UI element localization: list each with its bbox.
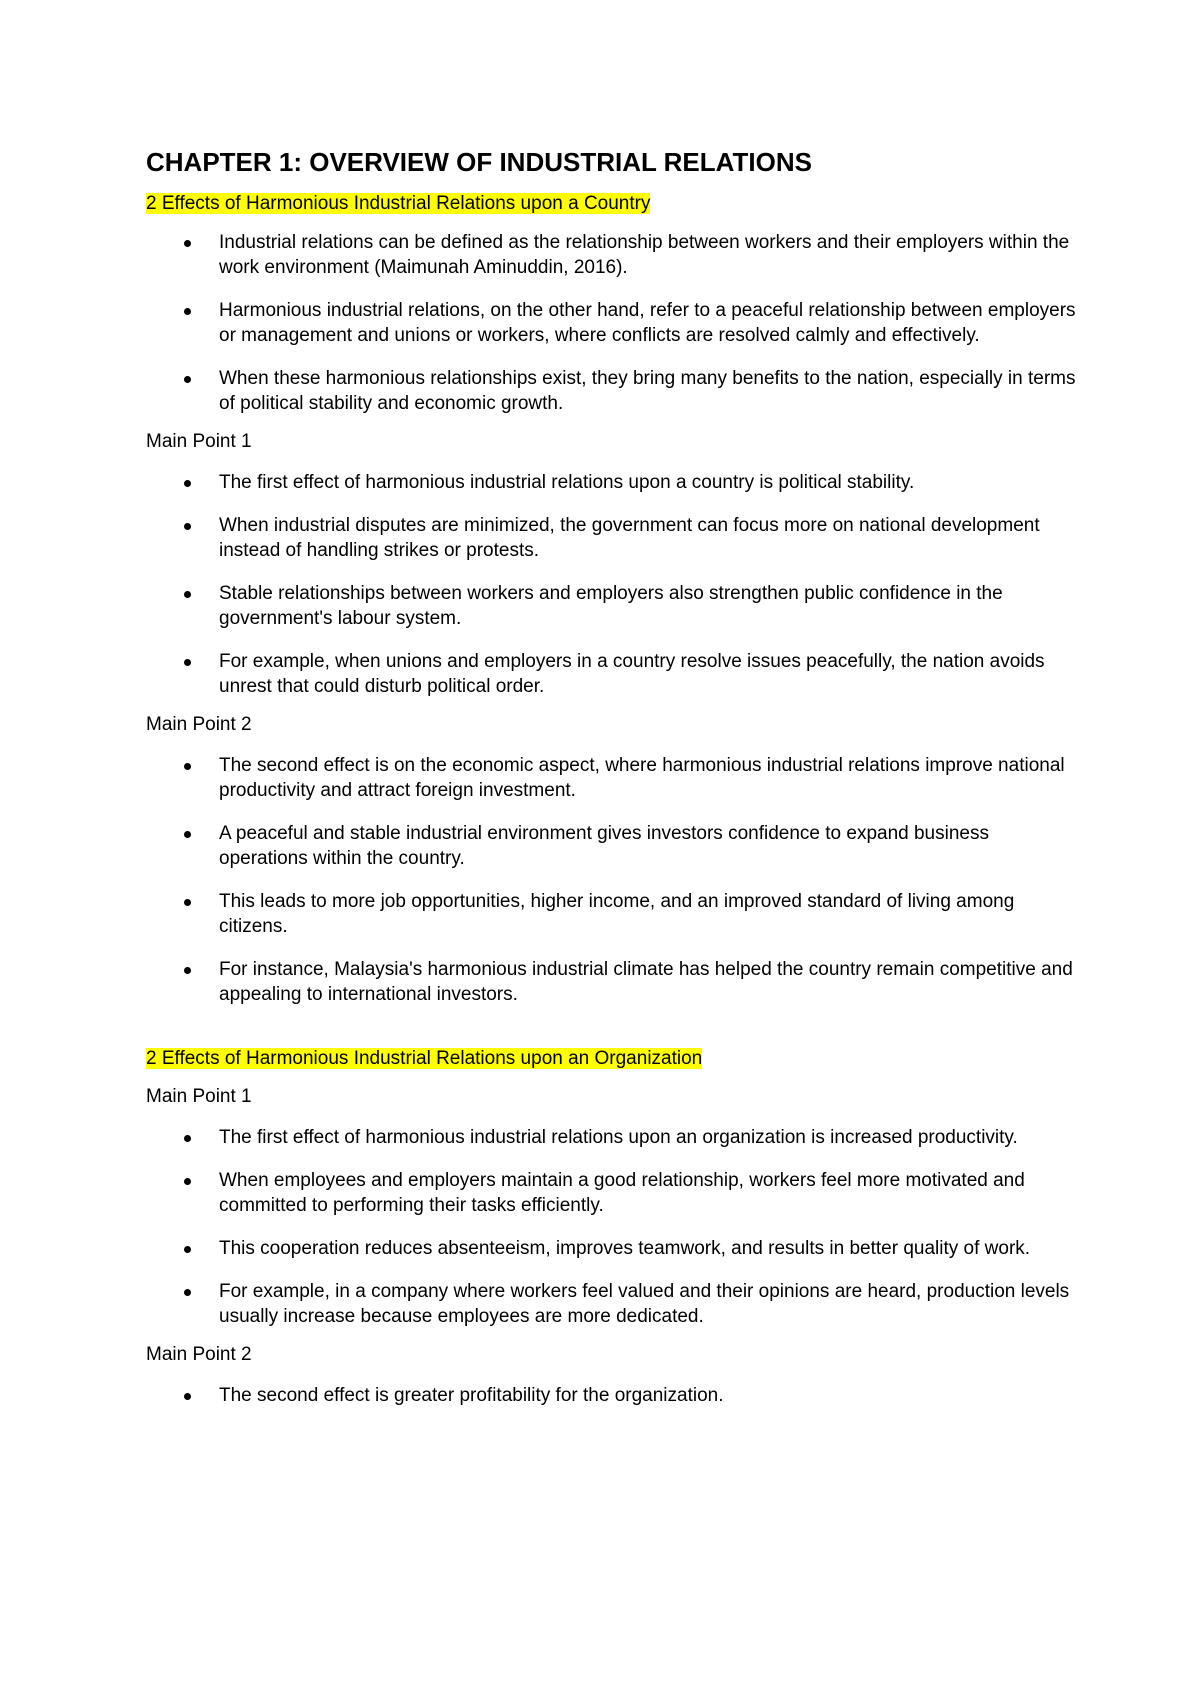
list-item: The second effect is greater profitability for the organization. — [146, 1383, 1079, 1408]
bullet-icon — [184, 967, 191, 974]
bullet-icon — [184, 308, 191, 315]
intro-list — [146, 230, 1080, 416]
list-item: When these harmonious relationships exist, they bring many benefits to the nation, especially in terms of political stability and economic growth. — [146, 366, 1079, 416]
bullet-icon — [184, 1135, 191, 1142]
list-item: For instance, Malaysia's harmonious industrial climate has helped the country remain competitive and appealing to international investors. — [146, 957, 1079, 1007]
list-item: The first effect of harmonious industrial relations upon an organization is increased productivity. — [146, 1125, 1079, 1150]
list-item: A peaceful and stable industrial environment gives investors confidence to expand business operations within the country. — [146, 821, 1079, 871]
main-point-label: Main Point 1 — [146, 1086, 252, 1107]
bullet-icon — [184, 1246, 191, 1253]
bullet-icon — [184, 376, 191, 383]
bullet-icon — [184, 1289, 191, 1296]
main-point-label: Main Point 1 — [146, 431, 252, 452]
section-spacer — [146, 1007, 1080, 1047]
list-item: The first effect of harmonious industrial relations upon a country is political stability. — [146, 470, 1079, 495]
organization-point1-list — [146, 1125, 1080, 1329]
list-item: Harmonious industrial relations, on the other hand, refer to a peaceful relationship between employers or management and unions or workers, where conflicts are resolved calmly and effectively. — [146, 298, 1079, 348]
bullet-icon — [184, 831, 191, 838]
section-heading-country-text: 2 Effects of Harmonious Industrial Relations upon a Country — [146, 193, 651, 214]
main-point-label: Main Point 2 — [146, 1344, 252, 1365]
bullet-icon — [184, 480, 191, 487]
organization-point2-list — [146, 1383, 1080, 1408]
chapter-title: CHAPTER 1: OVERVIEW OF INDUSTRIAL RELATIONS — [146, 147, 812, 177]
bullet-icon — [184, 1393, 191, 1400]
section-heading-organization-text: 2 Effects of Harmonious Industrial Relations upon an Organization — [146, 1048, 703, 1069]
list-item: When employees and employers maintain a good relationship, workers feel more motivated and committed to performing their tasks efficiently. — [146, 1168, 1079, 1218]
country-point1-list — [146, 470, 1080, 699]
list-item: This cooperation reduces absenteeism, improves teamwork, and results in better quality of work. — [146, 1236, 1079, 1261]
list-item: For example, in a company where workers feel valued and their opinions are heard, production levels usually increase because employees are more dedicated. — [146, 1279, 1079, 1329]
bullet-icon — [184, 523, 191, 530]
bullet-icon — [184, 1178, 191, 1185]
list-item: For example, when unions and employers in a country resolve issues peacefully, the nation avoids unrest that could disturb political order. — [146, 649, 1079, 699]
bullet-icon — [184, 591, 191, 598]
list-item: Industrial relations can be defined as the relationship between workers and their employers within the work environment (Maimunah Aminuddin, 2016). — [146, 230, 1079, 280]
bullet-icon — [184, 659, 191, 666]
section-heading-organization — [146, 1047, 1080, 1071]
bullet-icon — [184, 899, 191, 906]
section-heading-country — [146, 192, 1080, 216]
main-point-label: Main Point 2 — [146, 714, 252, 735]
bullet-icon — [184, 240, 191, 247]
country-point2-list — [146, 753, 1080, 1007]
bullet-icon — [184, 763, 191, 770]
list-item: Stable relationships between workers and employers also strengthen public confidence in the government's labour system. — [146, 581, 1079, 631]
list-item: The second effect is on the economic aspect, where harmonious industrial relations improve national productivity and attract foreign investment. — [146, 753, 1079, 803]
list-item: This leads to more job opportunities, higher income, and an improved standard of living among citizens. — [146, 889, 1079, 939]
list-item: When industrial disputes are minimized, the government can focus more on national development instead of handling strikes or protests. — [146, 513, 1079, 563]
